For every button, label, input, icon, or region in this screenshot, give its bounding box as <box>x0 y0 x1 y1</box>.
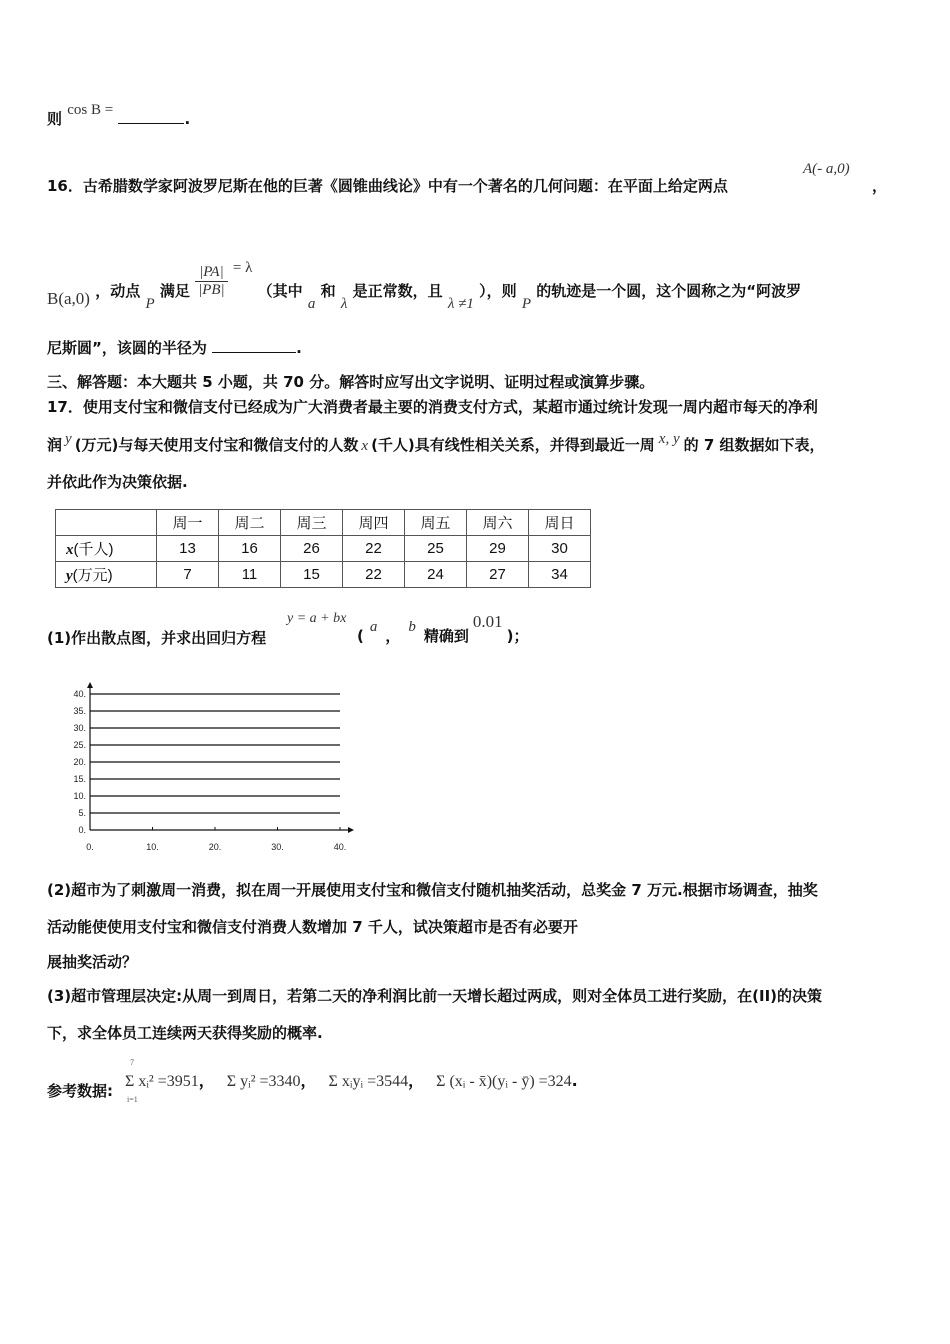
row-label-x <box>56 536 157 562</box>
q16-comma-text: ， <box>872 177 888 195</box>
paren-close: )； <box>506 627 529 645</box>
q17-line3 <box>47 471 188 492</box>
q17-text-2c: (千人)具有线性相关关系，并得到最近一周 <box>371 436 655 454</box>
param-comma: ， <box>385 627 401 645</box>
reference-sums <box>125 1068 578 1091</box>
constants-text: 是正常数，且 <box>352 282 443 300</box>
precision-value: 0.01 <box>472 612 503 631</box>
q17-text-2d: 的 7 组数据如下表， <box>683 436 825 454</box>
table-cell: 30 <box>529 536 591 562</box>
sum-xy: Σ xᵢyᵢ =3544 <box>328 1073 409 1090</box>
cos-b-math: cos B = <box>67 102 114 118</box>
q17-line2 <box>47 431 825 455</box>
regression-equation <box>287 611 346 627</box>
table-cell: 22 <box>343 562 405 588</box>
sum-x-squared: Σ xᵢ² =3951 <box>125 1073 199 1090</box>
table-cell: 26 <box>281 536 343 562</box>
param-b: b <box>408 619 416 635</box>
answer-blank-16[interactable] <box>212 351 296 353</box>
data-table <box>55 509 591 588</box>
y-axis-arrow <box>87 682 93 688</box>
table-header-cell: 周一 <box>157 510 219 536</box>
y-tick-label: 10. <box>73 791 86 801</box>
table-cell: 24 <box>405 562 467 588</box>
q16-text-3: 尼斯圆”，该圆的半径为 <box>47 339 207 357</box>
sum-limits <box>127 1095 138 1104</box>
y-tick-label: 0. <box>78 825 86 835</box>
x-tick-label: 30. <box>271 842 284 852</box>
table-header-row <box>56 510 591 536</box>
row-label-y <box>56 562 157 588</box>
sep-2: ， <box>300 1071 317 1090</box>
part3-line1 <box>47 985 822 1006</box>
part2-text-2: 活动能使使用支付宝和微信支付消费人数增加 7 千人，试决策超市是否有必要开 <box>47 918 578 936</box>
part3-text-2: 下，求全体员工连续两天获得奖励的概率. <box>47 1024 323 1042</box>
x-tick-label: 0. <box>86 842 94 852</box>
table-row <box>56 562 591 588</box>
y-tick-label: 30. <box>73 723 86 733</box>
table-cell: 34 <box>529 562 591 588</box>
sep-1: ， <box>198 1071 215 1090</box>
y-var: y <box>65 431 72 447</box>
point-a-label: A(- a,0) <box>803 161 850 177</box>
table-cell: 13 <box>157 536 219 562</box>
x-var: x <box>361 438 369 454</box>
point-b-math: B(a,0) <box>47 289 90 308</box>
satisfy-text: 满足 <box>159 282 190 300</box>
q16-line2 <box>47 252 802 312</box>
sum-upper-1: 7 <box>130 1058 134 1067</box>
q17-text-2a: 润 <box>47 436 63 454</box>
table-header-cell: 周六 <box>467 510 529 536</box>
x-tick-label: 20. <box>208 842 222 852</box>
sep-3: ， <box>408 1071 425 1090</box>
q17-text-3: 并依此作为决策依据. <box>47 473 188 491</box>
q16-line1 <box>47 175 728 196</box>
part2-line1 <box>47 879 818 900</box>
lambda-ne-one: λ ≠1 <box>447 296 474 312</box>
part3-line2 <box>47 1022 323 1043</box>
part3-text-1: (3)超市管理层决定:从周一到周日，若第二天的净利润比前一天增长超过两成，则对全体员工进行奖励，在(II)的决策 <box>47 987 823 1005</box>
ratio-fraction <box>195 264 228 299</box>
p-var-2: P <box>521 296 531 312</box>
table-row <box>56 536 591 562</box>
y-tick-label: 15. <box>73 774 86 784</box>
param-a: a <box>369 619 378 635</box>
q17-text-1: 17．使用支付宝和微信支付已经成为广大消费者最主要的消费支付方式，某超市通过统计发现一周内超市每天的净利 <box>47 398 818 416</box>
fraction-numerator: |PA| <box>195 264 228 282</box>
row-var: x <box>66 542 74 558</box>
y-tick-label: 40. <box>73 689 86 699</box>
precision-text: 精确到 <box>423 627 469 645</box>
reference-end: . <box>571 1071 578 1090</box>
x-tick-label: 10. <box>146 842 159 852</box>
moving-point-text: ，动点 <box>95 282 141 300</box>
table-cell: 7 <box>157 562 219 588</box>
part2-text-1: (2)超市为了刺激周一消费，拟在周一开展使用支付宝和微信支付随机抽奖活动，总奖金 7 万元.根据市场调查，抽奖 <box>47 881 818 899</box>
q16-text-1: 16．古希腊数学家阿波罗尼斯在他的巨著《圆锥曲线论》中有一个著名的几何问题：在平面上给定两点 <box>47 177 728 195</box>
y-tick-label: 35. <box>73 706 86 716</box>
section-3-text: 三、解答题：本大题共 5 小题，共 70 分。解答时应写出文字说明、证明过程或演算步骤。 <box>47 373 655 391</box>
y-tick-label: 5. <box>78 808 86 818</box>
q16-comma <box>872 175 887 196</box>
reference-label: 参考数据: <box>47 1082 113 1100</box>
where-text: （其中 <box>257 282 303 300</box>
and-text: 和 <box>320 282 336 300</box>
table-cell: 29 <box>467 536 529 562</box>
x-axis-arrow <box>348 827 354 833</box>
lambda-var: λ <box>340 296 348 312</box>
table-cell: 15 <box>281 562 343 588</box>
table-cell: 25 <box>405 536 467 562</box>
sum-limits <box>130 1058 134 1067</box>
part1-text: (1)作出散点图，并求出回归方程 <box>47 629 267 647</box>
table-header-cell: 周三 <box>281 510 343 536</box>
y-tick-label: 25. <box>73 740 86 750</box>
table-header-cell <box>56 510 157 536</box>
fraction-denominator: |PB| <box>198 282 225 298</box>
sum-y-squared: Σ yᵢ² =3340 <box>226 1073 301 1090</box>
section-3-heading <box>47 371 654 392</box>
part1-line <box>47 627 266 648</box>
point-a-math <box>803 161 850 178</box>
sum-lower-1: i=1 <box>127 1095 138 1104</box>
paren-open: ( <box>357 627 364 645</box>
table-cell: 16 <box>219 536 281 562</box>
table-header-cell: 周五 <box>405 510 467 536</box>
y-tick-label: 20. <box>73 757 86 767</box>
table-header-cell: 周四 <box>343 510 405 536</box>
equals-lambda: = λ <box>232 260 253 276</box>
a-var: a <box>307 296 316 312</box>
q15-suffix: . <box>184 110 191 128</box>
row-unit: (千人) <box>73 541 114 558</box>
then-text: ），则 <box>479 282 517 300</box>
table-cell: 11 <box>219 562 281 588</box>
sum-deviation-product: Σ (xᵢ - x̄)(yᵢ - ȳ) =324 <box>436 1073 572 1090</box>
table-cell: 22 <box>343 536 405 562</box>
answer-blank-15[interactable] <box>118 122 184 124</box>
table-header-cell: 周二 <box>219 510 281 536</box>
x-tick-label: 40. <box>333 842 347 852</box>
q15-prefix: 则 <box>47 110 63 128</box>
q16-end: . <box>296 339 302 357</box>
q17-text-2b: (万元)与每天使用支付宝和微信支付的人数 <box>74 436 359 454</box>
trajectory-text: 的轨迹是一个圆，这个圆称之为“阿波罗 <box>536 282 802 300</box>
scatter-plot-grid <box>50 676 360 862</box>
part1-params <box>357 612 529 646</box>
q17-line1 <box>47 396 818 417</box>
p-var: P <box>145 296 155 312</box>
q15-tail <box>47 102 191 129</box>
row-var: y <box>66 568 73 584</box>
row-unit: (万元) <box>72 567 113 584</box>
table-cell: 27 <box>467 562 529 588</box>
part2-text-3: 展抽奖活动？ <box>47 953 138 971</box>
q16-line3 <box>47 337 302 358</box>
part2-line3 <box>47 951 137 972</box>
xy-var: x, y <box>658 431 680 447</box>
table-header-cell: 周日 <box>529 510 591 536</box>
regression-eq-text: y = a + bx <box>287 611 347 626</box>
part2-line2 <box>47 916 578 937</box>
reference-data <box>47 1080 113 1101</box>
